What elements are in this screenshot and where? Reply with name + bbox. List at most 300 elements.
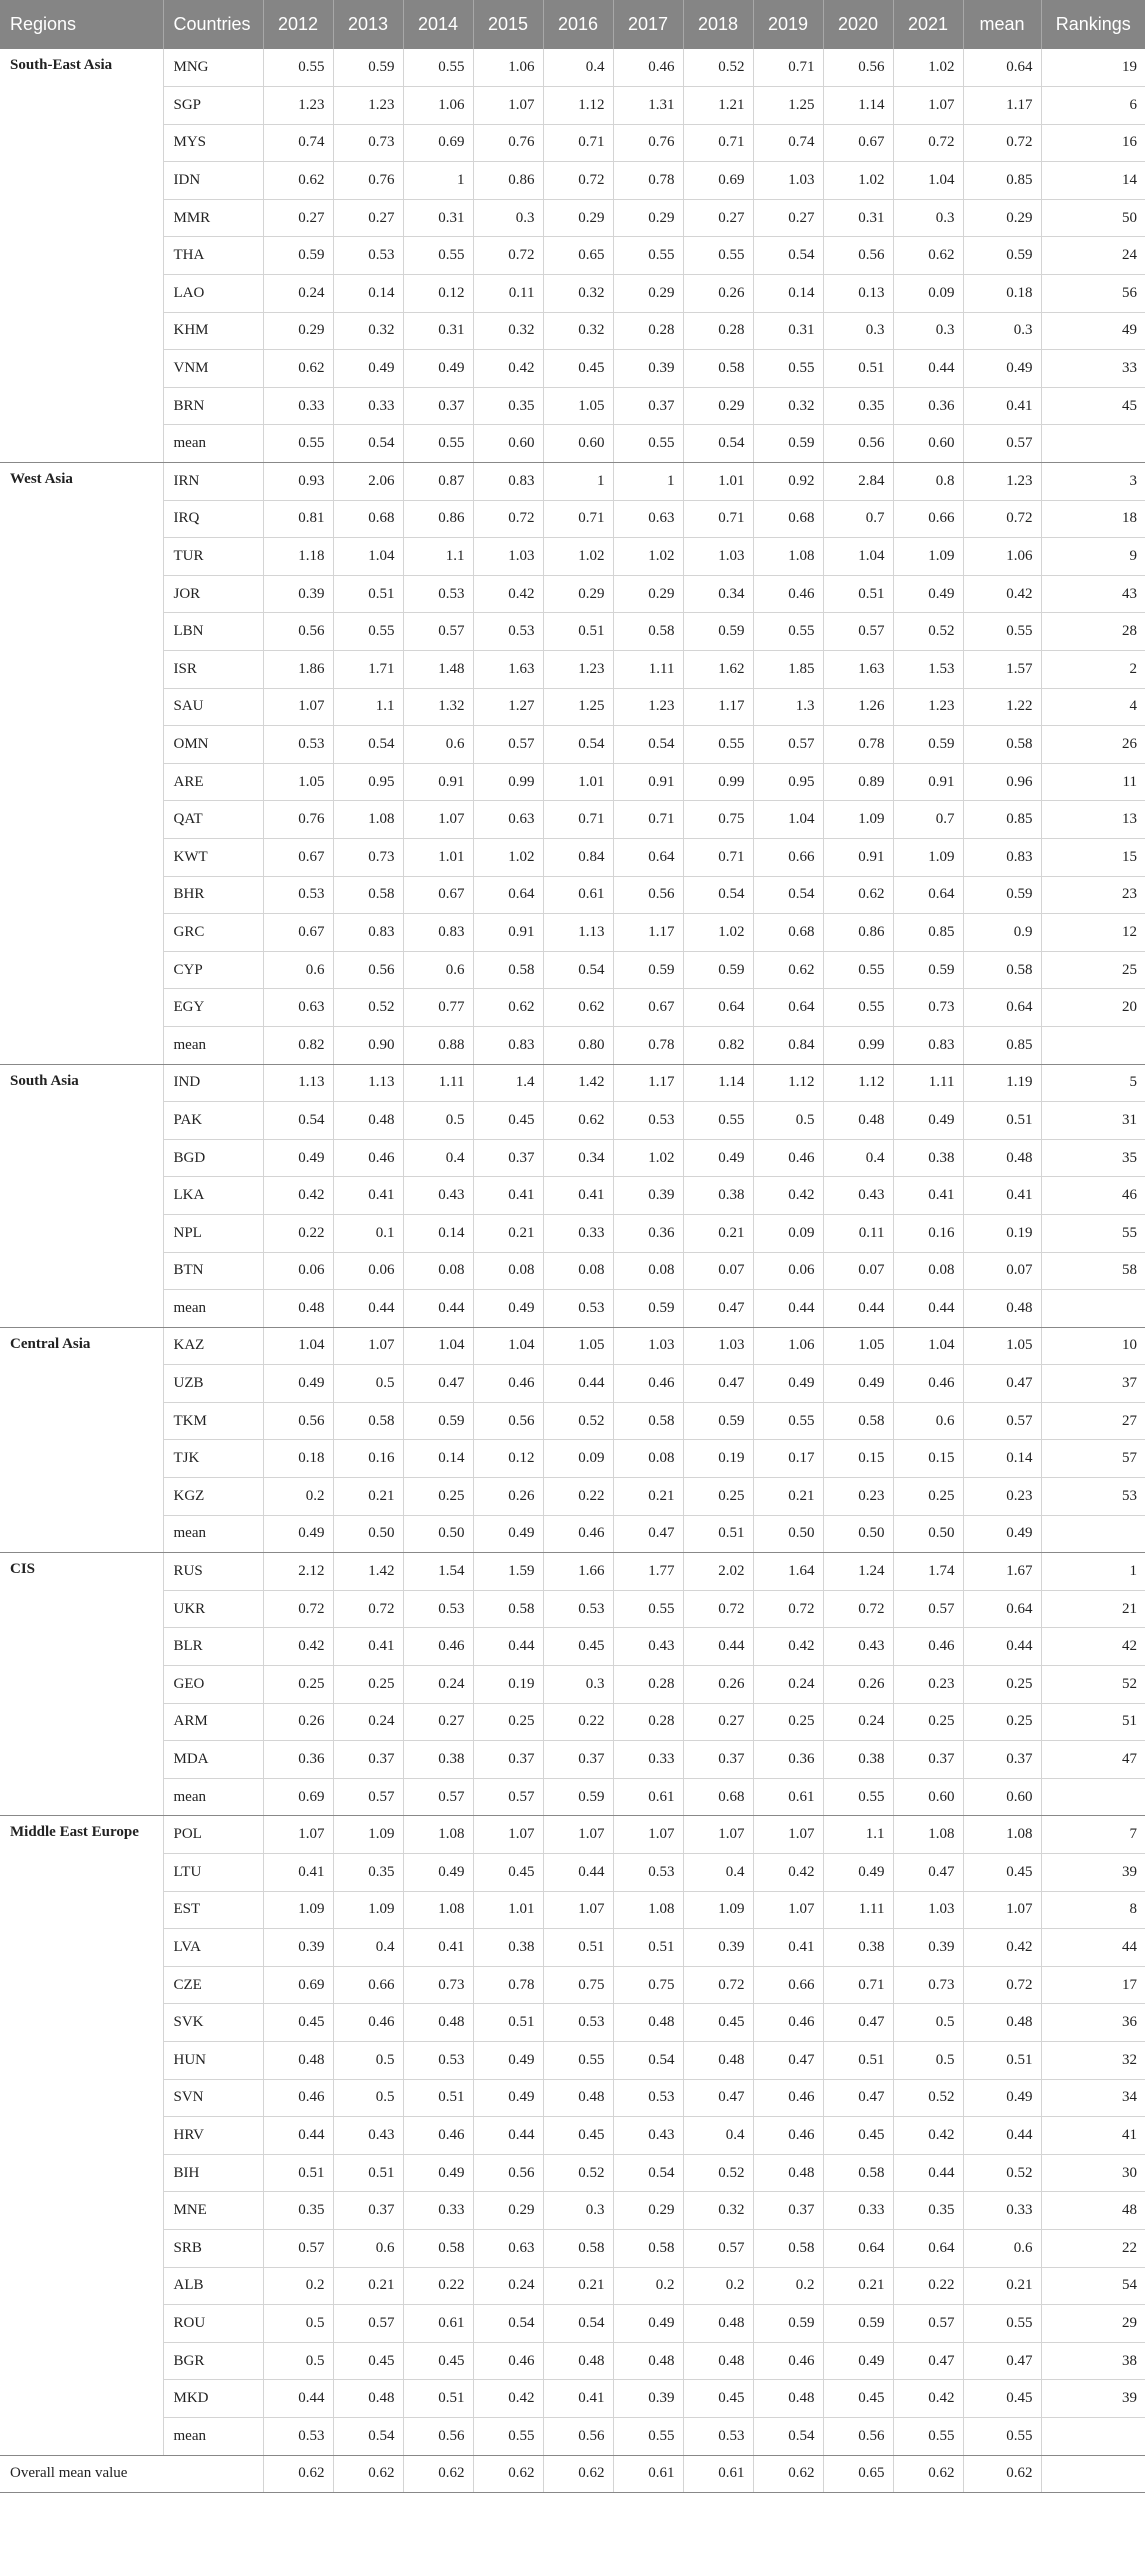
value-cell: 0.71 (613, 801, 683, 839)
value-cell: 0.62 (753, 2455, 823, 2493)
value-cell: 1.06 (963, 538, 1041, 576)
table-row (0, 2267, 1145, 2305)
table-row (0, 2041, 1145, 2079)
value-cell: 0.52 (893, 2079, 963, 2117)
value-cell: 0.64 (823, 2229, 893, 2267)
value-cell: 0.90 (333, 1026, 403, 1064)
value-cell: 0.41 (963, 1177, 1041, 1215)
value-cell: 0.24 (403, 1666, 473, 1704)
table-row (0, 2004, 1145, 2042)
ranking-cell: 50 (1041, 199, 1145, 237)
value-cell: 0.09 (753, 1214, 823, 1252)
table-row (0, 1064, 1145, 1102)
ranking-cell: 26 (1041, 726, 1145, 764)
value-cell: 0.3 (823, 312, 893, 350)
value-cell: 1.09 (683, 1891, 753, 1929)
column-header: 2020 (823, 0, 893, 49)
value-cell: 0.55 (753, 1402, 823, 1440)
value-cell: 0.29 (613, 2192, 683, 2230)
value-cell: 1.11 (403, 1064, 473, 1102)
value-cell: 0.22 (263, 1214, 333, 1252)
value-cell: 0.60 (473, 425, 543, 463)
value-cell: 0.58 (403, 2229, 473, 2267)
value-cell: 0.72 (543, 162, 613, 200)
value-cell: 0.55 (963, 2305, 1041, 2343)
value-cell: 0.53 (263, 876, 333, 914)
value-cell: 0.64 (963, 1590, 1041, 1628)
value-cell: 0.50 (823, 1515, 893, 1553)
value-cell: 0.38 (823, 1929, 893, 1967)
value-cell: 0.39 (263, 575, 333, 613)
column-header: Regions (0, 0, 163, 49)
ranking-cell: 13 (1041, 801, 1145, 839)
value-cell: 0.46 (403, 2117, 473, 2155)
value-cell: 1.07 (263, 1816, 333, 1854)
value-cell: 0.08 (613, 1252, 683, 1290)
country-cell: UZB (163, 1365, 263, 1403)
country-cell: BLR (163, 1628, 263, 1666)
value-cell: 0.45 (823, 2117, 893, 2155)
value-cell: 0.57 (333, 2305, 403, 2343)
value-cell: 0.64 (683, 989, 753, 1027)
value-cell: 0.54 (263, 1102, 333, 1140)
value-cell: 1.11 (893, 1064, 963, 1102)
value-cell: 0.57 (263, 2229, 333, 2267)
value-cell: 1.09 (893, 838, 963, 876)
country-cell: LAO (163, 275, 263, 313)
country-cell: BGR (163, 2342, 263, 2380)
value-cell: 0.57 (333, 1778, 403, 1816)
value-cell: 0.29 (613, 199, 683, 237)
value-cell: 0.66 (753, 1966, 823, 2004)
value-cell: 0.13 (823, 275, 893, 313)
value-cell: 0.81 (263, 500, 333, 538)
value-cell: 0.34 (543, 1139, 613, 1177)
value-cell: 1.04 (823, 538, 893, 576)
country-cell: CZE (163, 1966, 263, 2004)
value-cell: 0.53 (403, 1590, 473, 1628)
country-cell: mean (163, 1290, 263, 1328)
value-cell: 0.35 (473, 387, 543, 425)
value-cell: 1.25 (753, 87, 823, 125)
value-cell: 0.99 (823, 1026, 893, 1064)
value-cell: 0.59 (893, 951, 963, 989)
country-cell: LBN (163, 613, 263, 651)
value-cell: 0.93 (263, 463, 333, 501)
value-cell: 0.29 (473, 2192, 543, 2230)
ranking-cell (1041, 2417, 1145, 2455)
value-cell: 0.46 (263, 2079, 333, 2117)
table-row (0, 237, 1145, 275)
value-cell: 0.27 (683, 199, 753, 237)
overall-mean-label: Overall mean value (0, 2455, 263, 2493)
value-cell: 0.51 (403, 2380, 473, 2418)
value-cell: 0.49 (473, 2041, 543, 2079)
value-cell: 0.66 (333, 1966, 403, 2004)
value-cell: 0.33 (613, 1741, 683, 1779)
country-cell: MKD (163, 2380, 263, 2418)
value-cell: 0.47 (963, 2342, 1041, 2380)
value-cell: 0.52 (963, 2154, 1041, 2192)
value-cell: 0.35 (823, 387, 893, 425)
value-cell: 1 (403, 162, 473, 200)
table-row (0, 801, 1145, 839)
value-cell: 1.1 (333, 688, 403, 726)
region-label: Middle East Europe (0, 1816, 163, 2455)
country-cell: EGY (163, 989, 263, 1027)
country-cell: SVK (163, 2004, 263, 2042)
value-cell: 0.22 (543, 1703, 613, 1741)
value-cell: 1.14 (683, 1064, 753, 1102)
value-cell: 0.86 (403, 500, 473, 538)
value-cell: 0.57 (473, 1778, 543, 1816)
value-cell: 0.48 (963, 1290, 1041, 1328)
value-cell: 0.41 (893, 1177, 963, 1215)
table-row (0, 1102, 1145, 1140)
ranking-cell: 57 (1041, 1440, 1145, 1478)
country-cell: MNE (163, 2192, 263, 2230)
value-cell: 0.6 (403, 951, 473, 989)
country-cell: KGZ (163, 1478, 263, 1516)
table-row (0, 2229, 1145, 2267)
ranking-cell: 24 (1041, 237, 1145, 275)
value-cell: 0.45 (963, 2380, 1041, 2418)
value-cell: 0.16 (333, 1440, 403, 1478)
value-cell: 0.95 (333, 763, 403, 801)
table-row (0, 1590, 1145, 1628)
value-cell: 0.61 (613, 1778, 683, 1816)
value-cell: 0.52 (333, 989, 403, 1027)
value-cell: 1.08 (403, 1891, 473, 1929)
value-cell: 1.04 (893, 162, 963, 200)
value-cell: 2.12 (263, 1553, 333, 1591)
value-cell: 1.12 (823, 1064, 893, 1102)
ranking-cell: 32 (1041, 2041, 1145, 2079)
value-cell: 1.13 (543, 914, 613, 952)
value-cell: 0.29 (263, 312, 333, 350)
ranking-cell: 54 (1041, 2267, 1145, 2305)
value-cell: 0.67 (263, 838, 333, 876)
value-cell: 0.48 (683, 2305, 753, 2343)
value-cell: 1.07 (963, 1891, 1041, 1929)
value-cell: 0.47 (823, 2004, 893, 2042)
value-cell: 0.56 (333, 951, 403, 989)
ranking-cell: 14 (1041, 162, 1145, 200)
value-cell: 1.09 (333, 1816, 403, 1854)
value-cell: 0.78 (823, 726, 893, 764)
value-cell: 0.53 (403, 575, 473, 613)
value-cell: 0.91 (823, 838, 893, 876)
value-cell: 1.67 (963, 1553, 1041, 1591)
value-cell: 1.18 (263, 538, 333, 576)
value-cell: 0.21 (333, 2267, 403, 2305)
value-cell: 0.58 (823, 2154, 893, 2192)
value-cell: 0.41 (543, 1177, 613, 1215)
value-cell: 0.89 (823, 763, 893, 801)
ranking-cell: 16 (1041, 124, 1145, 162)
value-cell: 0.36 (753, 1741, 823, 1779)
country-cell: BHR (163, 876, 263, 914)
ranking-cell: 20 (1041, 989, 1145, 1027)
value-cell: 0.38 (473, 1929, 543, 1967)
value-cell: 0.46 (333, 1139, 403, 1177)
value-cell: 0.48 (753, 2380, 823, 2418)
value-cell: 0.29 (613, 275, 683, 313)
value-cell: 0.2 (613, 2267, 683, 2305)
value-cell: 0.72 (333, 1590, 403, 1628)
ranking-cell: 43 (1041, 575, 1145, 613)
country-cell: OMN (163, 726, 263, 764)
value-cell: 0.39 (683, 1929, 753, 1967)
value-cell: 0.44 (543, 1365, 613, 1403)
value-cell: 0.57 (683, 2229, 753, 2267)
value-cell: 0.83 (893, 1026, 963, 1064)
table-row (0, 2305, 1145, 2343)
value-cell: 0.69 (403, 124, 473, 162)
table-row (0, 49, 1145, 87)
value-cell: 0.54 (613, 2154, 683, 2192)
value-cell: 1.57 (963, 651, 1041, 689)
value-cell: 0.21 (823, 2267, 893, 2305)
value-cell: 0.74 (753, 124, 823, 162)
value-cell: 0.37 (403, 387, 473, 425)
table-row (0, 1628, 1145, 1666)
table-row (0, 463, 1145, 501)
value-cell: 0.49 (403, 350, 473, 388)
country-cell: MNG (163, 49, 263, 87)
ranking-cell: 3 (1041, 463, 1145, 501)
value-cell: 1.07 (753, 1891, 823, 1929)
value-cell: 0.09 (893, 275, 963, 313)
value-cell: 1.05 (963, 1327, 1041, 1365)
value-cell: 0.46 (753, 2342, 823, 2380)
value-cell: 0.55 (473, 2417, 543, 2455)
value-cell: 0.56 (263, 613, 333, 651)
column-header: Countries (163, 0, 263, 49)
value-cell: 0.32 (753, 387, 823, 425)
value-cell: 2.02 (683, 1553, 753, 1591)
country-cell: GEO (163, 1666, 263, 1704)
value-cell: 0.45 (963, 1854, 1041, 1892)
value-cell: 0.53 (333, 237, 403, 275)
region-mean-row (0, 1778, 1145, 1816)
table-row (0, 688, 1145, 726)
value-cell: 0.55 (403, 425, 473, 463)
value-cell: 0.24 (333, 1703, 403, 1741)
value-cell: 0.39 (613, 1177, 683, 1215)
value-cell: 0.42 (963, 1929, 1041, 1967)
value-cell: 0.82 (263, 1026, 333, 1064)
country-cell: SAU (163, 688, 263, 726)
value-cell: 0.31 (403, 199, 473, 237)
value-cell: 0.48 (263, 2041, 333, 2079)
country-cell: BGD (163, 1139, 263, 1177)
value-cell: 1.04 (403, 1327, 473, 1365)
table-row (0, 1440, 1145, 1478)
region-label: West Asia (0, 463, 163, 1065)
value-cell: 0.24 (263, 275, 333, 313)
value-cell: 0.68 (683, 1778, 753, 1816)
value-cell: 0.63 (473, 801, 543, 839)
value-cell: 1.07 (613, 1816, 683, 1854)
value-cell: 0.37 (753, 2192, 823, 2230)
value-cell: 0.25 (333, 1666, 403, 1704)
value-cell: 0.84 (543, 838, 613, 876)
value-cell: 0.59 (963, 237, 1041, 275)
value-cell: 1.01 (683, 463, 753, 501)
value-cell: 0.54 (753, 2417, 823, 2455)
ranking-cell: 55 (1041, 1214, 1145, 1252)
value-cell: 0.63 (473, 2229, 543, 2267)
value-cell: 0.57 (823, 613, 893, 651)
value-cell: 1.14 (823, 87, 893, 125)
value-cell: 0.44 (473, 2117, 543, 2155)
table-header (0, 0, 1145, 49)
value-cell: 0.42 (963, 575, 1041, 613)
value-cell: 0.35 (893, 2192, 963, 2230)
value-cell: 0.25 (473, 1703, 543, 1741)
value-cell: 0.41 (333, 1177, 403, 1215)
table-body (0, 49, 1145, 2493)
value-cell: 0.44 (473, 1628, 543, 1666)
value-cell: 0.41 (753, 1929, 823, 1967)
value-cell: 0.5 (893, 2041, 963, 2079)
value-cell: 0.62 (333, 2455, 403, 2493)
value-cell: 0.54 (333, 2417, 403, 2455)
value-cell: 0.49 (403, 2154, 473, 2192)
value-cell: 0.75 (683, 801, 753, 839)
value-cell: 1.59 (473, 1553, 543, 1591)
value-cell: 0.3 (893, 312, 963, 350)
value-cell: 0.42 (263, 1177, 333, 1215)
value-cell: 0.73 (893, 989, 963, 1027)
value-cell: 0.52 (893, 613, 963, 651)
country-cell: MDA (163, 1741, 263, 1779)
country-cell: QAT (163, 801, 263, 839)
value-cell: 0.07 (683, 1252, 753, 1290)
value-cell: 0.75 (543, 1966, 613, 2004)
value-cell: 0.51 (403, 2079, 473, 2117)
value-cell: 0.71 (683, 500, 753, 538)
value-cell: 1.01 (473, 1891, 543, 1929)
table-row (0, 1703, 1145, 1741)
value-cell: 0.25 (753, 1703, 823, 1741)
value-cell: 1.42 (333, 1553, 403, 1591)
value-cell: 0.43 (823, 1628, 893, 1666)
value-cell: 1.09 (893, 538, 963, 576)
country-cell: VNM (163, 350, 263, 388)
table-row (0, 124, 1145, 162)
value-cell: 0.72 (753, 1590, 823, 1628)
region-label: South-East Asia (0, 49, 163, 463)
table-row (0, 275, 1145, 313)
table-row (0, 2342, 1145, 2380)
value-cell: 0.32 (683, 2192, 753, 2230)
value-cell: 0.14 (333, 275, 403, 313)
value-cell: 0.59 (683, 1402, 753, 1440)
value-cell: 0.58 (683, 350, 753, 388)
value-cell: 0.41 (543, 2380, 613, 2418)
value-cell: 0.67 (263, 914, 333, 952)
value-cell: 0.58 (333, 876, 403, 914)
value-cell: 0.99 (473, 763, 543, 801)
country-cell: mean (163, 425, 263, 463)
ranking-cell: 38 (1041, 2342, 1145, 2380)
value-cell: 0.57 (473, 726, 543, 764)
value-cell: 0.68 (753, 914, 823, 952)
value-cell: 1.07 (893, 87, 963, 125)
value-cell: 0.54 (753, 237, 823, 275)
value-cell: 0.72 (473, 500, 543, 538)
value-cell: 0.41 (333, 1628, 403, 1666)
value-cell: 0.5 (333, 1365, 403, 1403)
value-cell: 0.36 (893, 387, 963, 425)
value-cell: 0.54 (613, 2041, 683, 2079)
value-cell: 1.01 (403, 838, 473, 876)
table-row (0, 1177, 1145, 1215)
column-header: 2017 (613, 0, 683, 49)
value-cell: 0.54 (473, 2305, 543, 2343)
ranking-cell: 46 (1041, 1177, 1145, 1215)
value-cell: 0.15 (823, 1440, 893, 1478)
value-cell: 0.44 (263, 2380, 333, 2418)
value-cell: 0.62 (963, 2455, 1041, 2493)
value-cell: 1.48 (403, 651, 473, 689)
value-cell: 0.83 (403, 914, 473, 952)
value-cell: 0.37 (613, 387, 683, 425)
value-cell: 0.59 (753, 425, 823, 463)
value-cell: 1.86 (263, 651, 333, 689)
value-cell: 1.23 (893, 688, 963, 726)
country-cell: TKM (163, 1402, 263, 1440)
value-cell: 0.44 (823, 1290, 893, 1328)
value-cell: 0.33 (333, 387, 403, 425)
value-cell: 1.08 (893, 1816, 963, 1854)
value-cell: 1.53 (893, 651, 963, 689)
value-cell: 0.53 (263, 2417, 333, 2455)
value-cell: 0.49 (823, 1365, 893, 1403)
ranking-cell: 4 (1041, 688, 1145, 726)
value-cell: 0.62 (473, 2455, 543, 2493)
value-cell: 0.91 (473, 914, 543, 952)
value-cell: 0.64 (963, 49, 1041, 87)
value-cell: 0.48 (683, 2342, 753, 2380)
country-cell: ISR (163, 651, 263, 689)
value-cell: 0.21 (333, 1478, 403, 1516)
ranking-cell: 30 (1041, 2154, 1145, 2192)
value-cell: 0.91 (403, 763, 473, 801)
value-cell: 0.58 (963, 726, 1041, 764)
value-cell: 0.47 (683, 1290, 753, 1328)
value-cell: 0.34 (683, 575, 753, 613)
ranking-cell: 1 (1041, 1553, 1145, 1591)
country-cell: mean (163, 1778, 263, 1816)
value-cell: 0.07 (963, 1252, 1041, 1290)
value-cell: 0.07 (823, 1252, 893, 1290)
value-cell: 0.57 (893, 2305, 963, 2343)
value-cell: 0.99 (683, 763, 753, 801)
value-cell: 0.48 (753, 2154, 823, 2192)
value-cell: 0.06 (753, 1252, 823, 1290)
value-cell: 0.7 (823, 500, 893, 538)
value-cell: 0.45 (543, 2117, 613, 2155)
ranking-cell (1041, 425, 1145, 463)
table-row (0, 951, 1145, 989)
value-cell: 0.08 (403, 1252, 473, 1290)
ranking-cell (1041, 1515, 1145, 1553)
value-cell: 0.83 (473, 1026, 543, 1064)
value-cell: 1.08 (963, 1816, 1041, 1854)
